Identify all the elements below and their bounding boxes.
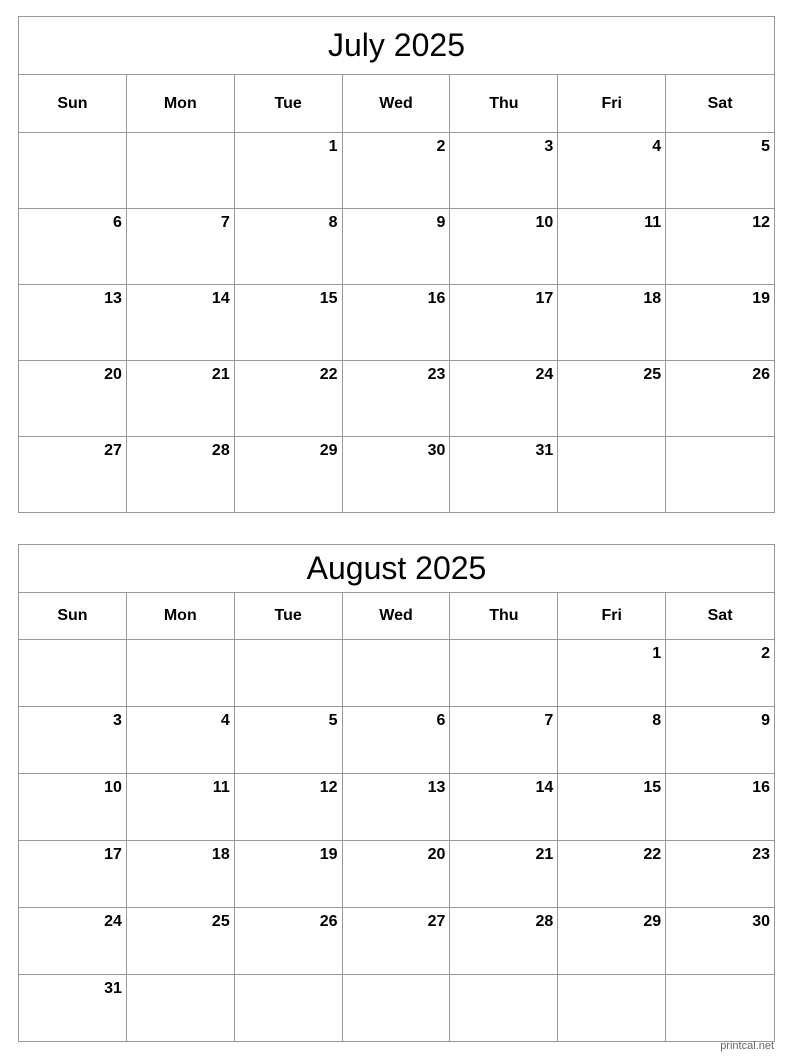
week-row <box>19 640 775 707</box>
day-cell <box>235 774 343 841</box>
day-cell <box>19 975 127 1042</box>
day-cell <box>19 774 127 841</box>
day-number: 25 <box>643 366 662 383</box>
day-number: 11 <box>644 214 662 231</box>
day-cell <box>127 209 235 285</box>
day-cell <box>235 437 343 513</box>
day-number: 9 <box>436 214 446 231</box>
day-number: 1 <box>328 138 338 155</box>
day-cell <box>19 285 127 361</box>
empty-day-cell <box>558 975 666 1042</box>
weeks-grid <box>19 640 775 1042</box>
day-number: 30 <box>427 442 446 459</box>
weekday-header: Sun <box>19 593 127 640</box>
day-cell <box>343 908 451 975</box>
day-cell <box>450 133 558 209</box>
day-number: 4 <box>220 712 230 729</box>
day-cell <box>558 774 666 841</box>
day-number: 24 <box>104 913 122 930</box>
day-cell <box>666 209 775 285</box>
day-number: 7 <box>544 712 554 729</box>
day-number: 5 <box>328 712 338 729</box>
weekday-header-row <box>19 75 775 133</box>
week-row <box>19 133 775 209</box>
day-cell <box>127 285 235 361</box>
weekday-header: Fri <box>558 75 666 133</box>
day-cell <box>666 640 775 707</box>
empty-day-cell <box>450 640 558 707</box>
weekday-header: Sun <box>19 75 127 133</box>
day-number: 22 <box>319 366 338 383</box>
empty-day-cell <box>235 640 343 707</box>
day-number: 5 <box>761 138 771 155</box>
day-cell <box>450 285 558 361</box>
empty-day-cell <box>558 437 666 513</box>
empty-day-cell <box>19 640 127 707</box>
day-number: 15 <box>643 779 662 796</box>
day-cell <box>450 774 558 841</box>
weekday-header: Tue <box>235 593 343 640</box>
weeks-grid <box>19 133 775 513</box>
day-cell <box>235 841 343 908</box>
day-number: 28 <box>535 913 554 930</box>
day-cell <box>558 707 666 774</box>
weekday-header: Thu <box>450 75 558 133</box>
day-number: 20 <box>104 366 122 383</box>
day-number: 31 <box>104 980 122 997</box>
day-cell <box>450 908 558 975</box>
day-cell <box>343 209 451 285</box>
day-cell <box>235 908 343 975</box>
calendar-august <box>18 544 775 1042</box>
day-cell <box>343 707 451 774</box>
day-cell <box>558 209 666 285</box>
day-number: 26 <box>319 913 338 930</box>
day-cell <box>666 774 775 841</box>
day-number: 9 <box>761 712 771 729</box>
day-number: 2 <box>761 645 771 662</box>
day-number: 27 <box>427 913 446 930</box>
day-cell <box>558 285 666 361</box>
weekday-header: Sat <box>666 75 775 133</box>
empty-day-cell <box>127 975 235 1042</box>
day-cell <box>666 361 775 437</box>
empty-day-cell <box>19 133 127 209</box>
day-cell <box>19 361 127 437</box>
weekday-header: Sat <box>666 593 775 640</box>
weekday-header: Tue <box>235 75 343 133</box>
day-cell <box>666 133 775 209</box>
day-number: 30 <box>752 913 771 930</box>
day-number: 21 <box>211 366 230 383</box>
day-number: 10 <box>104 779 122 796</box>
empty-day-cell <box>666 437 775 513</box>
day-number: 13 <box>104 290 122 307</box>
day-number: 7 <box>220 214 230 231</box>
week-row <box>19 209 775 285</box>
day-number: 16 <box>427 290 446 307</box>
day-cell <box>19 437 127 513</box>
weekday-header: Mon <box>127 75 235 133</box>
day-cell <box>127 437 235 513</box>
weekday-header: Wed <box>343 593 451 640</box>
day-number: 4 <box>652 138 662 155</box>
day-cell <box>343 133 451 209</box>
day-cell <box>558 908 666 975</box>
day-number: 19 <box>319 846 338 863</box>
site-credit: printcal.net <box>720 1040 774 1052</box>
day-number: 12 <box>752 214 771 231</box>
day-number: 19 <box>752 290 771 307</box>
weekday-header: Mon <box>127 593 235 640</box>
day-number: 3 <box>112 712 122 729</box>
day-number: 3 <box>544 138 554 155</box>
day-number: 15 <box>319 290 338 307</box>
day-cell <box>19 707 127 774</box>
day-number: 13 <box>427 779 446 796</box>
week-row <box>19 285 775 361</box>
day-number: 17 <box>535 290 554 307</box>
day-number: 2 <box>436 138 446 155</box>
empty-day-cell <box>343 640 451 707</box>
day-cell <box>127 774 235 841</box>
day-number: 23 <box>427 366 446 383</box>
day-cell <box>343 285 451 361</box>
month-title: July 2025 <box>19 17 775 75</box>
day-cell <box>558 841 666 908</box>
day-cell <box>450 209 558 285</box>
day-cell <box>127 707 235 774</box>
empty-day-cell <box>343 975 451 1042</box>
day-cell <box>666 707 775 774</box>
day-number: 11 <box>212 779 230 796</box>
day-cell <box>127 841 235 908</box>
day-number: 16 <box>752 779 771 796</box>
day-number: 22 <box>643 846 662 863</box>
day-number: 28 <box>211 442 230 459</box>
empty-day-cell <box>450 975 558 1042</box>
week-row <box>19 975 775 1042</box>
day-cell <box>343 774 451 841</box>
week-row <box>19 437 775 513</box>
day-cell <box>450 361 558 437</box>
day-cell <box>558 640 666 707</box>
day-number: 14 <box>535 779 554 796</box>
day-cell <box>666 908 775 975</box>
empty-day-cell <box>666 975 775 1042</box>
day-number: 1 <box>652 645 662 662</box>
day-cell <box>450 707 558 774</box>
day-cell <box>558 133 666 209</box>
day-number: 29 <box>643 913 662 930</box>
day-number: 10 <box>535 214 554 231</box>
month-title: August 2025 <box>19 545 775 593</box>
day-number: 6 <box>436 712 446 729</box>
day-cell <box>127 361 235 437</box>
calendar-july <box>18 16 775 513</box>
day-cell <box>127 908 235 975</box>
day-number: 18 <box>211 846 230 863</box>
weekday-header-row <box>19 593 775 640</box>
day-cell <box>235 361 343 437</box>
day-cell <box>235 285 343 361</box>
day-cell <box>343 437 451 513</box>
day-cell <box>19 908 127 975</box>
day-number: 26 <box>752 366 771 383</box>
weekday-header: Wed <box>343 75 451 133</box>
week-row <box>19 707 775 774</box>
day-number: 8 <box>328 214 338 231</box>
day-cell <box>235 707 343 774</box>
day-number: 18 <box>643 290 662 307</box>
day-cell <box>343 361 451 437</box>
week-row <box>19 841 775 908</box>
empty-day-cell <box>127 640 235 707</box>
day-number: 17 <box>104 846 122 863</box>
day-cell <box>450 437 558 513</box>
day-cell <box>235 209 343 285</box>
day-number: 6 <box>112 214 122 231</box>
day-number: 31 <box>535 442 554 459</box>
day-number: 21 <box>535 846 554 863</box>
day-number: 25 <box>211 913 230 930</box>
day-number: 27 <box>104 442 122 459</box>
empty-day-cell <box>127 133 235 209</box>
day-number: 29 <box>319 442 338 459</box>
week-row <box>19 774 775 841</box>
day-number: 20 <box>427 846 446 863</box>
day-cell <box>235 133 343 209</box>
day-number: 12 <box>319 779 338 796</box>
day-cell <box>343 841 451 908</box>
day-cell <box>19 209 127 285</box>
day-cell <box>666 841 775 908</box>
day-number: 24 <box>535 366 554 383</box>
day-number: 8 <box>652 712 662 729</box>
day-number: 14 <box>211 290 230 307</box>
weekday-header: Fri <box>558 593 666 640</box>
day-cell <box>666 285 775 361</box>
day-cell <box>558 361 666 437</box>
day-cell <box>19 841 127 908</box>
weekday-header: Thu <box>450 593 558 640</box>
empty-day-cell <box>235 975 343 1042</box>
week-row <box>19 908 775 975</box>
day-number: 23 <box>752 846 771 863</box>
week-row <box>19 361 775 437</box>
day-cell <box>450 841 558 908</box>
